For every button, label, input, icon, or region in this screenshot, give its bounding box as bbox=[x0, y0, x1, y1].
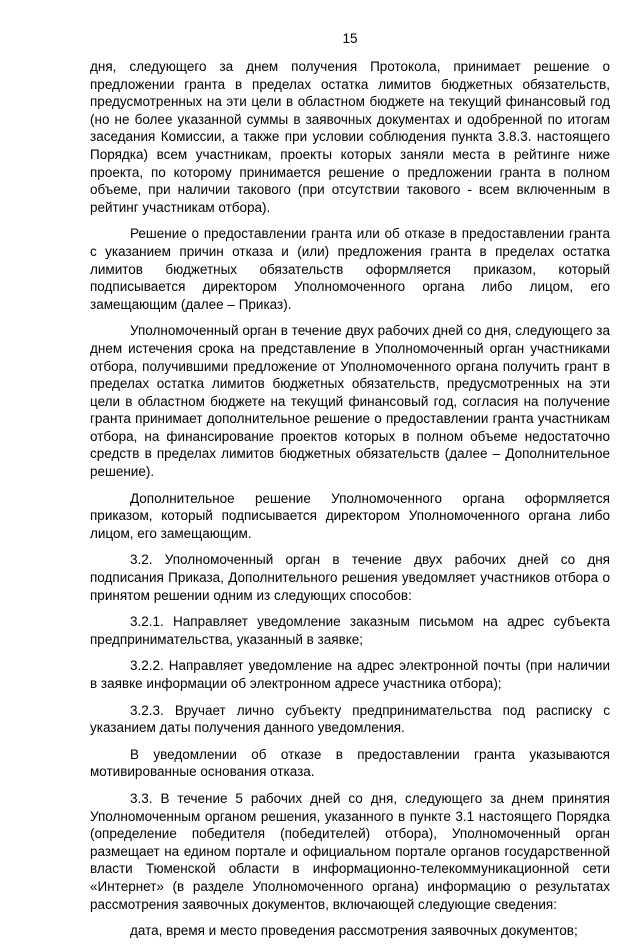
paragraph-section-3-2-2: 3.2.2. Направляет уведомление на адрес электронной почты (при наличии в заявке информации об электронном адресе участника отбора); bbox=[90, 658, 610, 691]
paragraph-refusal-notice: В уведомлении об отказе в предоставлении гранта указываются мотивированные основания отказа. bbox=[90, 746, 610, 780]
paragraph-continuation: дня, следующего за днем получения Протокола, принимает решение о предложении гранта в пределах остатка лимитов бюджетных обязательств, предусмотренных на эти цели в областном бюджете на текущий финансовый год (но не более указанной суммы в заявочных документах и одобренной по итогам заседания Комиссии, а также при условии соблюдения пункта 3.8.3. настоящего Порядка) всем участникам, проекты которых заняли места в рейтинге ниже проекта, по которому принимается решение о предложении гранта в полном объеме, при наличии такового (при отсутствии такового - всем включенным в рейтинг участникам отбора). bbox=[90, 59, 610, 215]
paragraph-section-3-2-1: 3.2.1. Направляет уведомление заказным письмом на адрес субъекта предпринимательства, указанный в заявке; bbox=[90, 614, 610, 647]
paragraph-section-3-3: 3.3. В течение 5 рабочих дней со дня, следующего за днем принятия Уполномоченным органом решения, указанного в пункте 3.1 настоящего Порядка (определение победителя (победителей) отбора), Уполномоченный орган размещает на едином портале и официальном портале органов государственной власти Тюменской области в информационно-телекоммуникационной сети «Интернет» (в разделе Уполномоченного органа) информацию о результатах рассмотрения заявочных документов, включающей следующие сведения: bbox=[90, 790, 610, 912]
paragraph-additional-decision-order: Дополнительное решение Уполномоченного органа оформляется приказом, который подписывается директором Уполномоченного органа либо лицом, его замещающим. bbox=[90, 490, 610, 541]
paragraph-section-3-2: 3.2. Уполномоченный орган в течение двух рабочих дней со дня подписания Приказа, Дополнительного решения уведомляет участников отбора о принятом решении одним из следующих способов: bbox=[90, 552, 610, 603]
document-body bbox=[90, 58, 610, 949]
page-number: 15 bbox=[342, 31, 358, 46]
paragraph-grant-decision: Решение о предоставлении гранта или об отказе в предоставлении гранта с указанием причин отказа и (или) предложения гранта в пределах остатка лимитов бюджетных обязательств оформляется приказом, который подписывается директором Уполномоченного органа либо лицом, его замещающим (далее – Приказ). bbox=[90, 226, 610, 312]
paragraph-additional-decision: Уполномоченный орган в течение двух рабочих дней со дня, следующего за днем истечения срока на представление в Уполномоченный орган участниками отбора, получившими предложение от Уполномоченного органа получить грант в пределах остатка лимитов бюджетных обязательств, предусмотренных на эти цели в областном бюджете на текущий финансовый год, согласия на получение гранта принимает дополнительное решение о предоставлении гранта участникам отбора, на финансирование проектов которых в полном объеме недостаточно средств в пределах лимитов бюджетных обязательств (далее – Дополнительное решение). bbox=[90, 323, 610, 480]
paragraph-list-item-date: дата, время и место проведения рассмотрения заявочных документов; bbox=[130, 923, 578, 939]
paragraph-section-3-2-3: 3.2.3. Вручает лично субъекту предпринимательства под расписку с указанием даты получения данного уведомления. bbox=[90, 702, 610, 736]
